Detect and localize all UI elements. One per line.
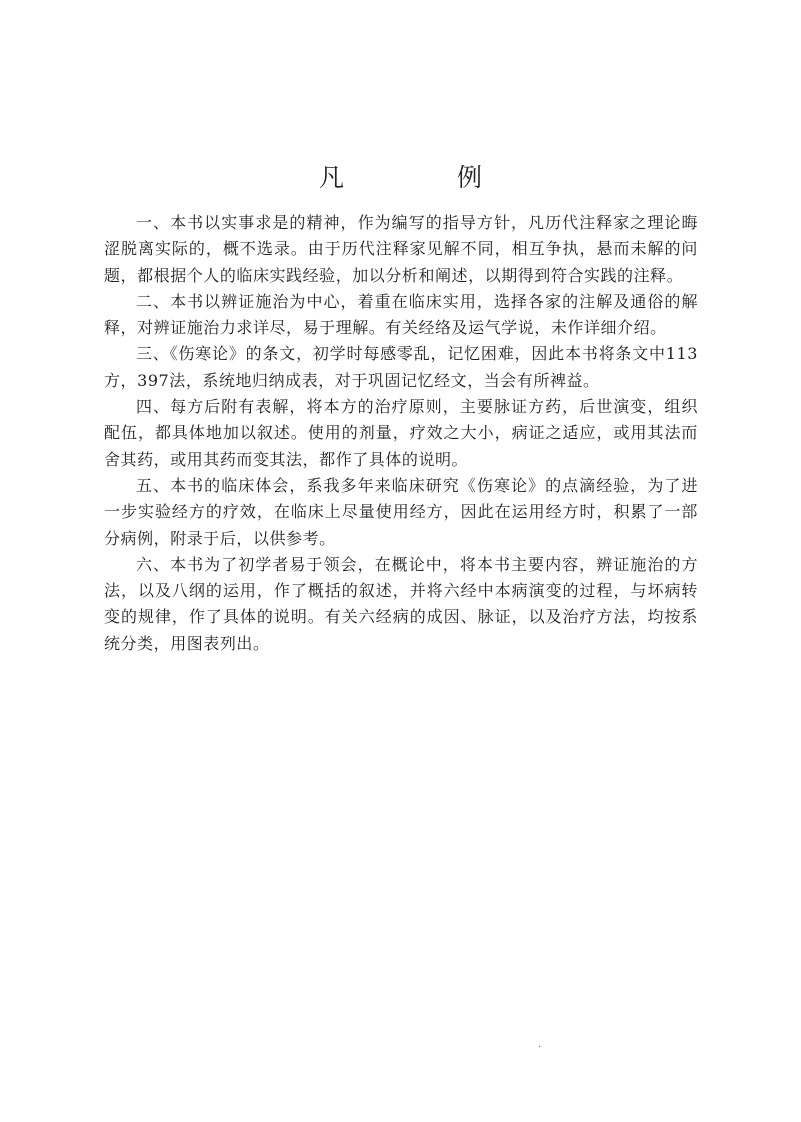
paragraph-5: 五、本书的临床体会，系我多年来临床研究《伤寒论》的点滴经验，为了进一步实验经方的疗效，在临床上尽量使用经方，因此在运用经方时，积累了一部分病例，附录于后，以供参考。: [104, 475, 698, 548]
paragraph-4: 四、每方后附有表解，将本方的治疗原则，主要脉证方药，后世演变，组织配伍，都具体地加以叙述。使用的剂量，疗效之大小，病证之适应，或用其法而舍其药，或用其药而变其法，都作了具体的说明。: [104, 397, 698, 469]
paragraph-2: 二、本书以辨证施治为中心，着重在临床实用，选择各家的注解及通俗的解释，对辨证施治力求详尽，易于理解。有关经络及运气学说，未作详细介绍。: [104, 291, 698, 338]
page-title: 凡 例: [318, 163, 526, 192]
scan-speck: ·: [538, 1042, 542, 1053]
paragraph-1: 一、本书以实事求是的精神，作为编写的指导方针，凡历代注释家之理论晦涩脱离实际的，概不选录。由于历代注释家见解不同，相互争执，悬而未解的问题，都根据个人的临床实践经验，加以分析和阐述，以期得到符合实践的注释。: [104, 213, 698, 285]
body-text: [104, 210, 698, 657]
paragraph-3: 三、《伤寒论》的条文，初学时每感零乱，记忆困难，因此本书将条文中113方，397法，系统地归纳成表，对于巩固记忆经文，当会有所裨益。: [104, 344, 698, 390]
paragraph-6: 六、本书为了初学者易于领会，在概论中，将本书主要内容，辨证施治的方法，以及八纲的运用，作了概括的叙述，并将六经中本病演变的过程，与坏病转变的规律，作了具体的说明。有关六经病的成因、脉证，以及治疗方法，均按系统分类，用图表列出。: [104, 554, 698, 653]
